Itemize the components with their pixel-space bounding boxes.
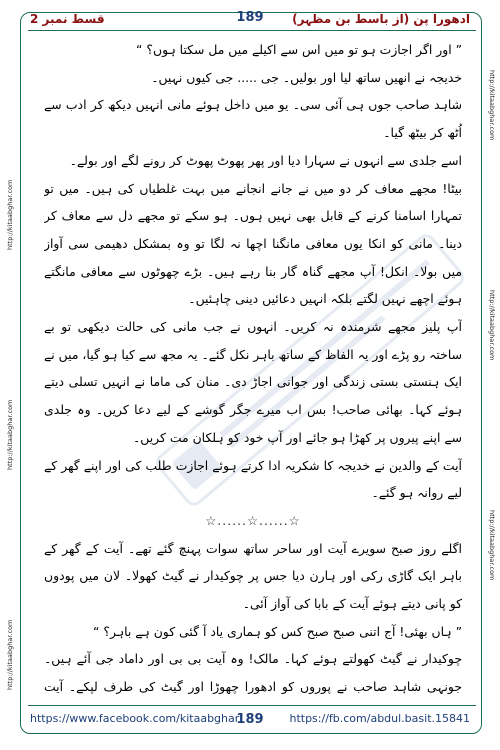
side-link-right[interactable]: http://kitaabghar.com (488, 70, 496, 141)
book-title: ادھورا پن (از باسط بن مظہر) (292, 12, 470, 26)
facebook-page-link[interactable]: https://www.facebook.com/kitaabghar (30, 712, 240, 725)
footer-page-number: 189 (236, 712, 264, 727)
paragraph: ” اور اگر اجازت ہو تو میں اس سے اکیلے میں مل سکتا ہوں؟ “ (136, 42, 462, 57)
footer-divider (28, 705, 476, 706)
side-link-left[interactable]: http://kitaabghar.com (6, 619, 14, 690)
story-text (44, 36, 462, 701)
paragraph: بیٹا! مجھے معاف کر دو میں نے جانے انجانے میں بہت غلطیاں کی ہیں۔ میں تو تمہارا اسامنا کرنے کے قابل بھی نہیں ہوں۔ ہو سکے تو مجھے دل سے معاف کر دینا۔ مانی کو انکا یوں معافی مانگنا اچھا نہ لگا تو وہ بمشکل دھیمی سی آواز میں بولا۔ انکل! آپ مجھے گناہ گار بنا رہے ہیں۔ بڑے چھوٹوں سے معافی مانگتے ہوئے اچھے نہیں لگتے بلکہ انہیں دعائیں دینی چاہئیں۔ (44, 180, 462, 307)
paragraph: ” ہاں بھئی! آج اتنی صبح صبح کس کو ہماری یاد آ گئی کون ہے باہر؟ “ (93, 623, 462, 639)
paragraph: شاہد صاحب جوں ہی آئی سی۔ یو میں داخل ہوئے مانی انہیں دیکھ کر ادب سے اُٹھ کر بیٹھ گیا۔ (44, 97, 462, 141)
paragraph: خدیجہ نے انھیں ساتھ لیا اور بولیں۔ جی ..... جی کیوں نہیں۔ (151, 69, 462, 85)
paragraph: آیت کے والدین نے خدیجہ کا شکریہ ادا کرتے ہوئے اجازت طلب کی اور اپنے گھر کے لیے روانہ ہو گئے۔ (44, 457, 462, 501)
side-link-left[interactable]: http://kitaabghar.com (6, 179, 14, 250)
header-page-number: 189 (236, 10, 264, 25)
paragraph: اسے جلدی سے انہوں نے سہارا دیا اور پھر پھوٹ پھوٹ کر رونے لگے اور بولے۔ (69, 152, 462, 168)
episode-label: قسط نمبر 2 (30, 12, 105, 26)
side-link-left[interactable]: http://kitaabghar.com (6, 399, 14, 470)
facebook-profile-link[interactable]: https://fb.com/abdul.basit.15841 (289, 712, 470, 725)
paragraph: اگلے روز صبح سویرے آیت اور ساحر ساتھ سوات پہنچ گئے تھے۔ آیت کے گھر کے باہر ایک گاڑی رکی اور ہارن دیا جس پر چوکیدار نے گیٹ کھولا۔ لان میں پودوں کو پانی دیتے ہوئے آیت کے بابا کی آواز آئی۔ (44, 540, 462, 612)
side-link-right[interactable]: http://kitaabghar.com (488, 290, 496, 361)
section-separator: ☆......☆......☆ (205, 512, 301, 528)
paragraph: آپ پلیز مجھے شرمندہ نہ کریں۔ انہوں نے جب مانی کی حالت دیکھی تو بے ساختہ رو پڑے اور یہ الفاظ کے ساتھ باہر نکل گئے۔ یہ مجھ سے کیا ہو گیا، میں نے ایک ہنستی بستی زندگی اور جوانی اجاڑ دی۔ منان کی ماما نے انہیں تسلی دیتے ہوئے کہا۔ بھائی صاحب! بس اب میرے جگر گوشے کے لیے دعا کریں۔ وہ جلدی سے اپنے پیروں پر کھڑا ہو جائے اور آپ خود کو ہلکان مت کریں۔ (44, 319, 462, 445)
side-link-right[interactable]: http://kitaabghar.com (488, 510, 496, 581)
header-divider (28, 30, 476, 31)
paragraph: چوکیدار نے گیٹ کھولتے ہوئے کہا۔ مالک! وہ آیت بی بی اور داماد جی آئے ہیں۔ جونہی شاہد صاحب نے پوروں کو ادھورا چھوڑا اور گیٹ کی طرف لپکے۔ آیت (44, 651, 462, 695)
